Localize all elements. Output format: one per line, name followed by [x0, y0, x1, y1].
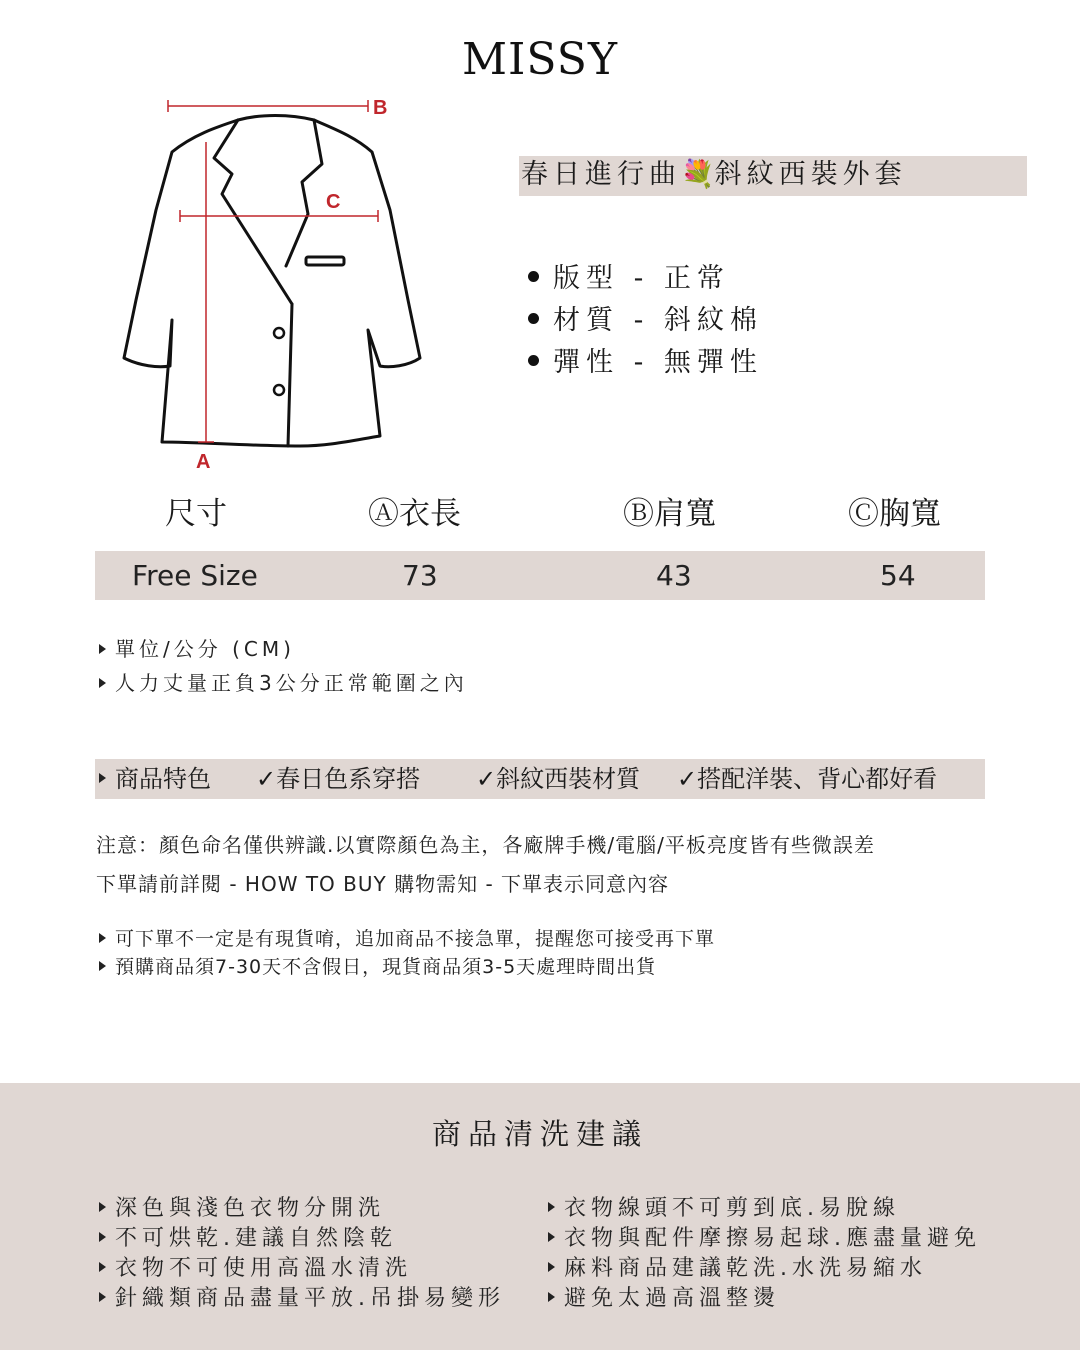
measure-note: 人力丈量正負3公分正常範圍之內	[99, 667, 468, 696]
care-item: 避免太過高溫整燙	[548, 1281, 780, 1312]
measure-note: 單位/公分 (CM)	[99, 633, 295, 662]
size-header-shoulder: Ⓑ肩寬	[623, 496, 716, 532]
jacket-outline	[124, 120, 420, 446]
triangle-bullet-icon	[99, 933, 106, 943]
jacket-button-2	[274, 385, 284, 395]
triangle-bullet-icon	[548, 1232, 555, 1242]
bullet-icon	[528, 313, 539, 324]
size-header-size: 尺寸	[165, 496, 227, 532]
care-item: 針織類商品盡量平放.吊掛易變形	[99, 1281, 505, 1312]
spec-list	[528, 258, 763, 384]
order-note: 可下單不一定是有現貨唷，追加商品不接急單，提醒您可接受再下單	[99, 924, 715, 951]
care-item: 衣物與配件摩擦易起球.應盡量避免	[548, 1221, 981, 1252]
flower-bouquet-icon: 💐	[681, 159, 715, 190]
triangle-bullet-icon	[99, 1232, 106, 1242]
triangle-bullet-icon	[99, 961, 106, 971]
measure-label-c: C	[326, 191, 341, 213]
feature-item: ✓斜紋西裝材質	[476, 765, 641, 793]
jacket-pocket	[306, 257, 344, 265]
notice-line-2: 下單請前詳閱 - HOW TO BUY 購物需知 - 下單表示同意內容	[96, 872, 670, 896]
care-item: 深色與淺色衣物分開洗	[99, 1191, 385, 1222]
spec-item: 彈性 - 無彈性	[528, 342, 763, 384]
jacket-collar	[238, 116, 314, 121]
jacket-front-edge	[288, 304, 292, 446]
size-cell-shoulder: 43	[656, 559, 692, 592]
brand-title: MISSY	[462, 34, 618, 85]
product-title-post: 斜紋西裝外套	[714, 159, 907, 190]
order-note: 預購商品須7-30天不含假日，現貨商品須3-5天處理時間出貨	[99, 952, 656, 979]
triangle-bullet-icon	[99, 1292, 106, 1302]
jacket-button-1	[274, 328, 284, 338]
feature-heading: 商品特色	[99, 760, 211, 798]
bullet-icon	[528, 271, 539, 282]
measure-label-b: B	[373, 97, 388, 119]
feature-item: ✓搭配洋裝、背心都好看	[677, 765, 938, 793]
triangle-bullet-icon	[99, 1262, 106, 1272]
care-title: 商品清洗建議	[431, 1117, 648, 1151]
care-item: 不可烘乾.建議自然陰乾	[99, 1221, 397, 1252]
care-item: 麻料商品建議乾洗.水洗易縮水	[548, 1251, 927, 1282]
size-cell-chest: 54	[880, 559, 916, 592]
size-header-length: Ⓐ衣長	[368, 496, 461, 532]
feature-item: ✓春日色系穿搭	[256, 765, 421, 793]
jacket-right-lapel	[286, 120, 322, 266]
jacket-left-lapel	[214, 120, 292, 304]
product-title	[521, 156, 907, 194]
spec-item: 版型 - 正常	[528, 258, 763, 300]
triangle-bullet-icon	[99, 773, 106, 783]
triangle-bullet-icon	[548, 1202, 555, 1212]
size-header-chest: Ⓒ胸寬	[848, 496, 941, 532]
bullet-icon	[528, 355, 539, 366]
triangle-bullet-icon	[99, 678, 106, 688]
triangle-bullet-icon	[99, 1202, 106, 1212]
notice-line-1: 注意：顏色命名僅供辨識.以實際顏色為主，各廠牌手機/電腦/平板亮度皆有些微誤差	[96, 833, 875, 857]
care-item: 衣物不可使用高溫水清洗	[99, 1251, 412, 1282]
spec-item: 材質 - 斜紋棉	[528, 300, 763, 342]
triangle-bullet-icon	[99, 644, 106, 654]
jacket-size-diagram	[110, 90, 440, 480]
product-title-pre: 春日進行曲	[521, 159, 681, 190]
triangle-bullet-icon	[548, 1262, 555, 1272]
size-cell-length: 73	[402, 559, 438, 592]
triangle-bullet-icon	[548, 1292, 555, 1302]
size-cell-size: Free Size	[132, 559, 258, 592]
care-item: 衣物線頭不可剪到底.易脫線	[548, 1191, 900, 1222]
measure-label-a: A	[196, 451, 211, 473]
